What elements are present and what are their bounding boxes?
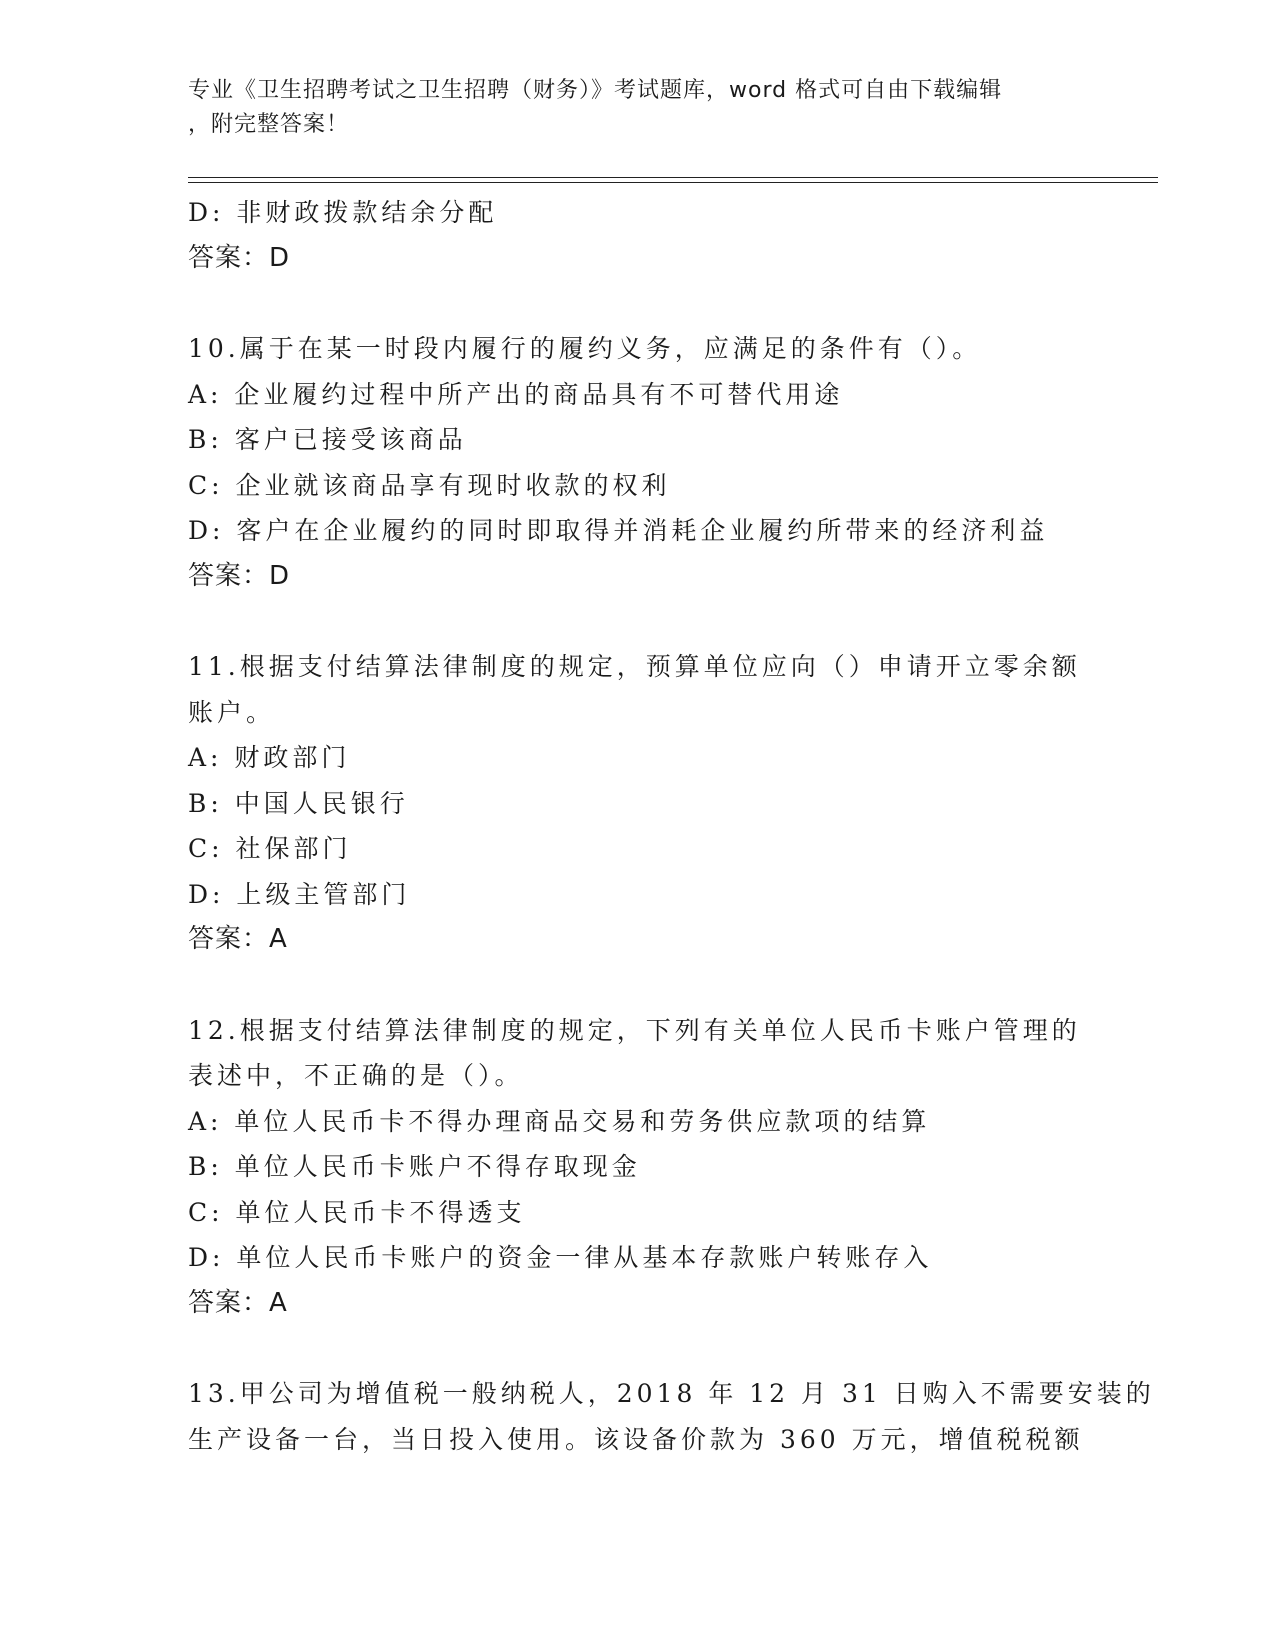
question-stem-line-2: 表述中，不正确的是（）。 bbox=[188, 1061, 524, 1090]
answer-line: 答案：D bbox=[188, 242, 291, 273]
option-a: A: 企业履约过程中所产出的商品具有不可替代用途 bbox=[188, 379, 844, 409]
question-stem-line-1: 11.根据支付结算法律制度的规定，预算单位应向（）申请开立零余额 bbox=[188, 652, 1081, 681]
option-a: A: 单位人民币卡不得办理商品交易和劳务供应款项的结算 bbox=[188, 1106, 931, 1136]
option-d: D: 客户在企业履约的同时即取得并消耗企业履约所带来的经济利益 bbox=[188, 516, 1049, 545]
option-b: B: 客户已接受该商品 bbox=[188, 425, 467, 454]
answer-line: 答案：A bbox=[188, 1287, 288, 1318]
option-d: D: 单位人民币卡账户的资金一律从基本存款账户转账存入 bbox=[188, 1243, 933, 1272]
question-12 bbox=[188, 1008, 1098, 1327]
header-divider-bottom bbox=[188, 182, 1158, 183]
answer-line: 答案：A bbox=[188, 924, 288, 954]
question-stem-line-2: 账户。 bbox=[188, 697, 276, 727]
header-line-2: ，附完整答案！ bbox=[188, 112, 350, 137]
question-11 bbox=[188, 644, 1098, 963]
question-stem-line-1: 13.甲公司为增值税一般纳税人，2018 年 12 月 31 日购入不需要安装的 bbox=[188, 1379, 1155, 1408]
option-c: C: 企业就该商品享有现时收款的权利 bbox=[188, 470, 671, 500]
option-d: D: 非财政拨款结余分配 bbox=[188, 198, 498, 227]
option-b: B: 中国人民银行 bbox=[188, 788, 409, 818]
question-stem-line-1: 12.根据支付结算法律制度的规定，下列有关单位人民币卡账户管理的 bbox=[188, 1015, 1081, 1045]
answer-line: 答案：D bbox=[188, 560, 291, 591]
header-line-1: 专业《卫生招聘考试之卫生招聘（财务）》考试题库，word 格式可自由下载编辑 bbox=[188, 78, 1003, 103]
option-b: B: 单位人民币卡账户不得存取现金 bbox=[188, 1152, 641, 1181]
question-13 bbox=[188, 1371, 1155, 1462]
previous-question-tail bbox=[188, 190, 1098, 281]
question-10 bbox=[188, 326, 1098, 599]
option-c: C: 单位人民币卡不得透支 bbox=[188, 1197, 526, 1227]
option-d: D: 上级主管部门 bbox=[188, 879, 411, 909]
question-list bbox=[188, 190, 1155, 1462]
question-stem-line-2: 生产设备一台，当日投入使用。该设备价款为 360 万元，增值税税额 bbox=[188, 1424, 1084, 1454]
header-divider-top bbox=[188, 177, 1158, 178]
option-a: A: 财政部门 bbox=[188, 743, 351, 772]
question-stem: 10.属于在某一时段内履行的履约义务，应满足的条件有（）。 bbox=[188, 334, 982, 363]
option-c: C: 社保部门 bbox=[188, 834, 352, 863]
document-header bbox=[188, 74, 1088, 142]
